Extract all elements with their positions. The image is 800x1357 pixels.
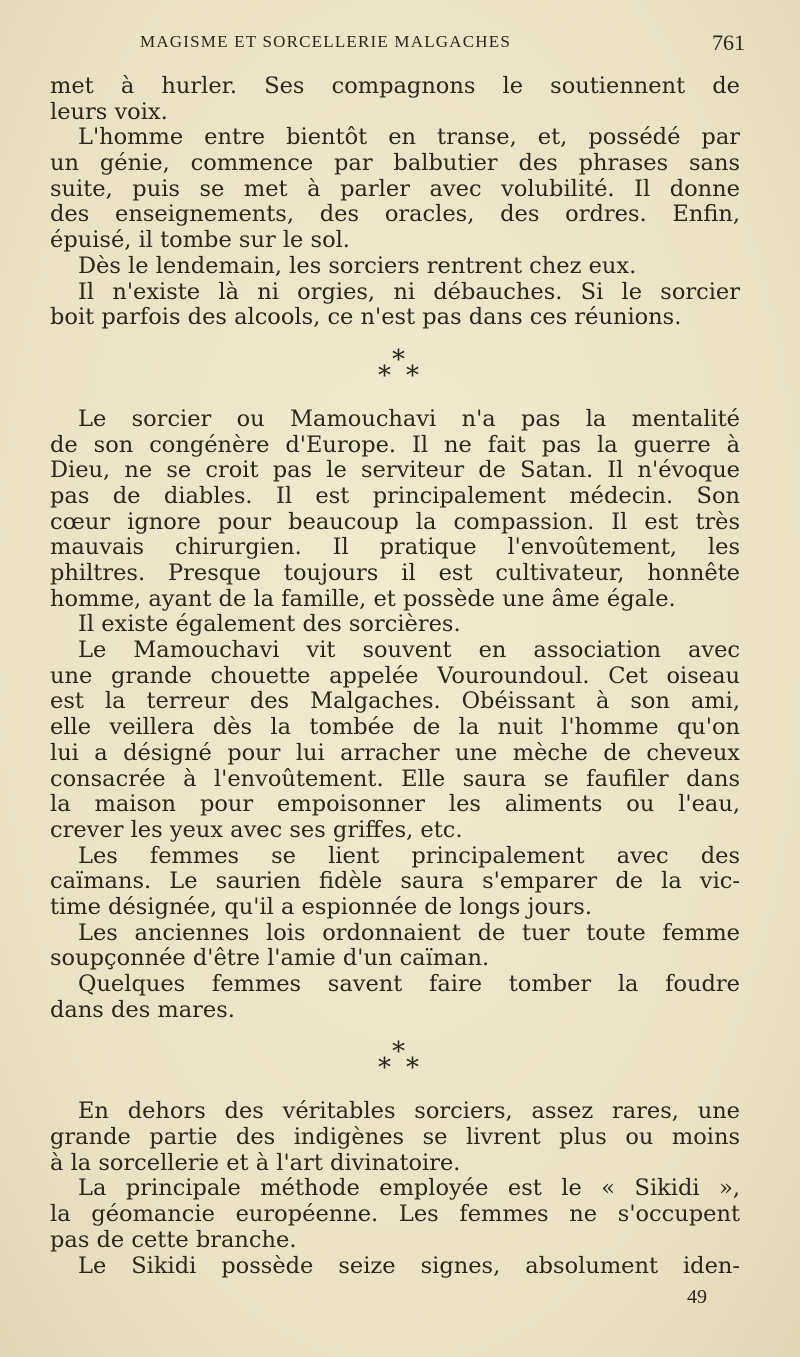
text-line: est la terreur des Malgaches. Obéissant à son ami, <box>50 689 740 715</box>
text-line: un génie, commence par balbutier des phrases sans <box>50 151 740 177</box>
text-line: dans des mares. <box>50 997 235 1023</box>
text-line: time désignée, qu'il a espionnée de longs jours. <box>50 894 592 920</box>
text-line: Les anciennes lois ordonnaient de tuer toute femme <box>78 920 740 946</box>
text-line: Il existe également des sorcières. <box>78 612 461 638</box>
text-line: soupçonnée d'être l'amie d'un caïman. <box>50 946 490 972</box>
text-line: Le sorcier ou Mamouchavi n'a pas la mentalité <box>78 406 740 432</box>
text-line: En dehors des véritables sorciers, assez rares, une <box>78 1099 740 1125</box>
asterism-star: * <box>406 360 419 391</box>
asterism-divider <box>372 1037 432 1087</box>
text-line: met à hurler. Ses compagnons le soutiennent de <box>50 74 740 99</box>
text-line: consacrée à l'envoûtement. Elle saura se faufiler dans <box>50 766 740 792</box>
text-line: pas de diables. Il est principalement médecin. Son <box>50 483 740 509</box>
text-line: épuisé, il tombe sur le sol. <box>50 228 350 254</box>
page-header <box>50 30 745 60</box>
asterism-star: * <box>378 360 391 391</box>
text-line: leurs voix. <box>50 99 168 125</box>
asterism-star: * <box>392 344 405 375</box>
text-line: suite, puis se met à parler avec volubilité. Il donne <box>50 176 740 202</box>
text-line: cœur ignore pour beaucoup la compassion. Il est très <box>50 509 740 535</box>
text-line: crever les yeux avec ses griffes, etc. <box>50 817 463 843</box>
text-line: lui a désigné pour lui arracher une mèche de cheveux <box>50 740 740 766</box>
running-title: MAGISME ET SORCELLERIE MALGACHES <box>140 32 512 51</box>
text-line: Dieu, ne se croit pas le serviteur de Satan. Il n'évoque <box>50 458 740 484</box>
asterism-star: * <box>378 1053 391 1084</box>
text-line: une grande chouette appelée Vouroundoul. Cet oiseau <box>50 663 740 689</box>
asterism-divider <box>372 345 432 395</box>
text-line: Quelques femmes savent faire tomber la foudre <box>78 972 740 997</box>
text-line: à la sorcellerie et à l'art divinatoire. <box>50 1150 461 1176</box>
page-number-top: 761 <box>712 30 745 55</box>
text-line: philtres. Presque toujours il est cultivateur, honnête <box>50 561 740 586</box>
page-number-bottom: 49 <box>687 1286 707 1308</box>
text-line: Le Sikidi possède seize signes, absolument iden- <box>78 1253 740 1279</box>
text-line: homme, ayant de la famille, et possède une âme égale. <box>50 586 676 612</box>
text-line: de son congénère d'Europe. Il ne fait pas la guerre à <box>50 432 740 458</box>
text-line: L'homme entre bientôt en transe, et, possédé par <box>78 125 740 151</box>
asterism-star: * <box>392 1037 405 1068</box>
text-line: boit parfois des alcools, ce n'est pas dans ces réunions. <box>50 305 682 331</box>
text-line: Les femmes se lient principalement avec des <box>78 843 740 869</box>
text-line: mauvais chirurgien. Il pratique l'envoûtement, les <box>50 535 740 561</box>
text-line: caïmans. Le saurien fidèle saura s'emparer de la vic- <box>50 869 740 895</box>
asterism-star: * <box>406 1053 419 1084</box>
text-line: Il n'existe là ni orgies, ni débauches. Si le sorcier <box>78 279 740 305</box>
text-line: la maison pour empoisonner les aliments ou l'eau, <box>50 792 740 818</box>
text-line: elle veillera dès la tombée de la nuit l'homme qu'on <box>50 715 740 741</box>
text-line: La principale méthode employée est le « Sikidi », <box>78 1176 740 1202</box>
text-line: Le Mamouchavi vit souvent en association avec <box>78 638 740 664</box>
text-line: des enseignements, des oracles, des ordres. Enfin, <box>50 202 740 228</box>
text-line: pas de cette branche. <box>50 1227 297 1253</box>
body-text <box>50 74 740 1279</box>
text-line: grande partie des indigènes se livrent plus ou moins <box>50 1125 740 1151</box>
text-line: la géomancie européenne. Les femmes ne s'occupent <box>50 1202 740 1228</box>
text-line: Dès le lendemain, les sorciers rentrent chez eux. <box>78 253 637 279</box>
